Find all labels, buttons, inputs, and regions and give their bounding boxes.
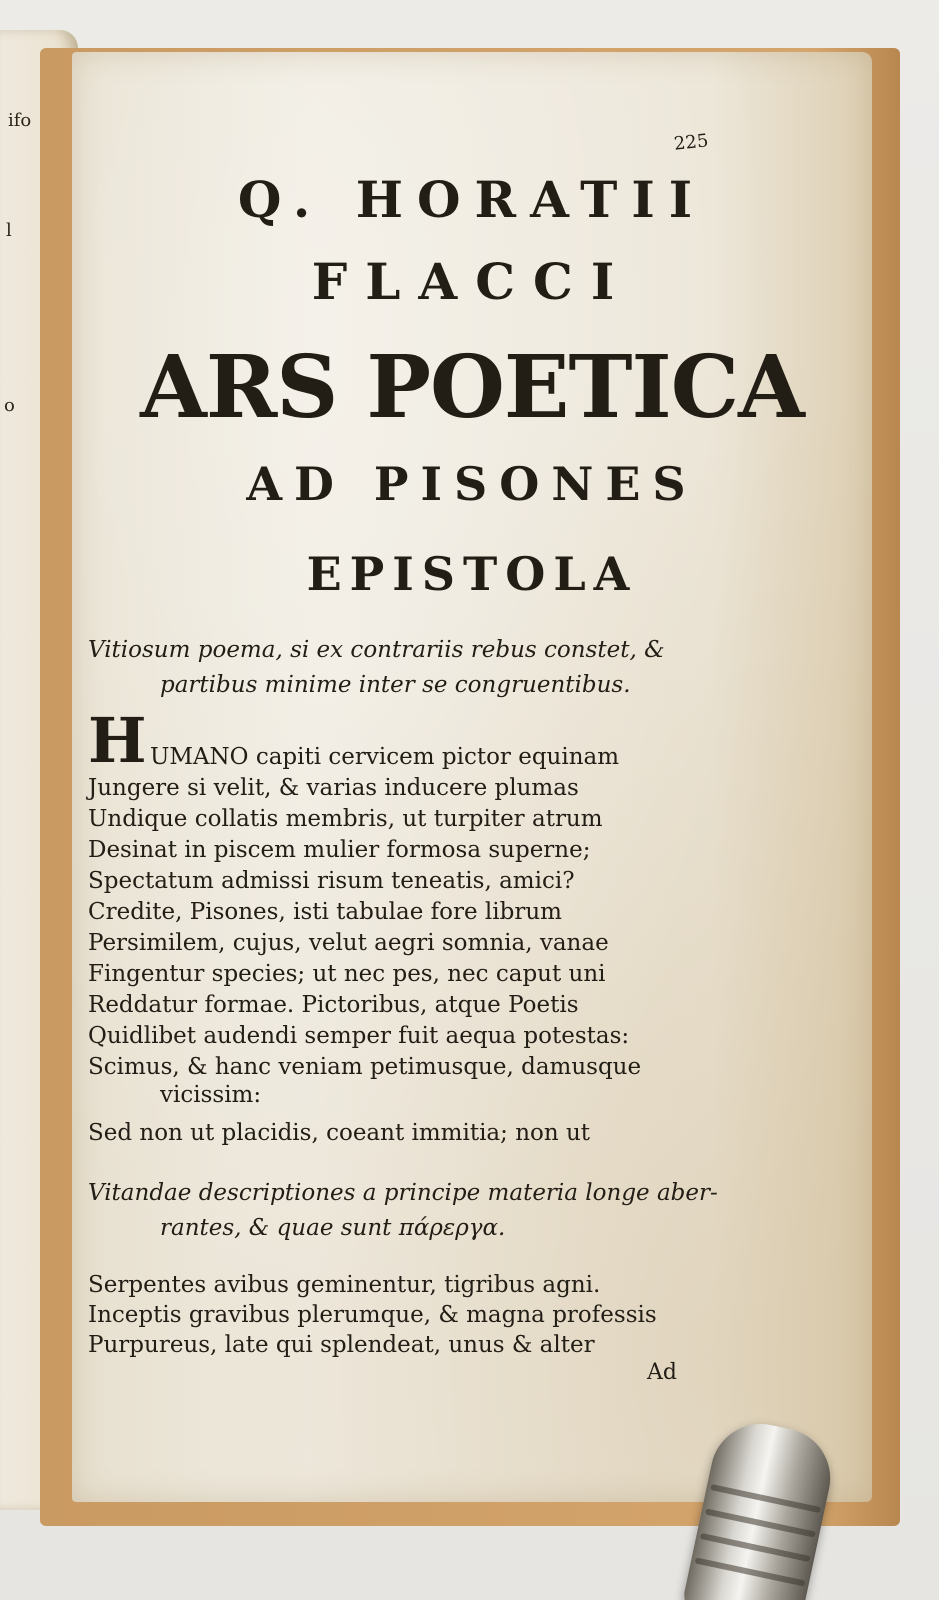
clasp-ridge (695, 1557, 806, 1586)
left-page-fragment: ifo (8, 110, 32, 131)
drop-cap: H (88, 704, 147, 777)
verse-line: Fingentur species; ut nec pes, nec caput uni (88, 961, 606, 987)
page-number: 225 (672, 130, 710, 155)
verse-line: vicissim: (160, 1082, 262, 1108)
clasp-ridge (705, 1508, 816, 1537)
verse-line: Reddatur formae. Pictoribus, atque Poetis (88, 992, 579, 1018)
left-page-fragment: o (4, 395, 15, 416)
verse-line: Undique collatis membris, ut turpiter atrum (88, 806, 603, 832)
title-dedication-line: AD PISONES (246, 457, 698, 511)
clasp-ridge (700, 1533, 811, 1562)
argument-line: partibus minime inter se congruentibus. (160, 672, 631, 698)
verse-line: Purpureus, late qui splendeat, unus & alter (88, 1332, 595, 1358)
verse-line: UMANO capiti cervicem pictor equinam (150, 744, 620, 770)
left-page-fragment: l (6, 220, 12, 241)
verse-line: Quidlibet audendi semper fuit aequa potestas: (88, 1023, 630, 1049)
verse-line: Sed non ut placidis, coeant immitia; non ut (88, 1120, 591, 1146)
argument-line: Vitiosum poema, si ex contrariis rebus constet, & (88, 637, 665, 663)
verse-line: Persimilem, cujus, velut aegri somnia, vanae (88, 930, 609, 956)
title-genre-line: EPISTOLA (306, 547, 638, 601)
catchword: Ad (647, 1360, 677, 1385)
verse-line: Serpentes avibus geminentur, tigribus agni. (88, 1272, 601, 1298)
verse-line: Scimus, & hanc veniam petimusque, damusque (88, 1054, 642, 1080)
verse-line: Inceptis gravibus plerumque, & magna professis (88, 1302, 657, 1328)
title-author-line: Q. HORATII (237, 170, 707, 229)
argument-line: Vitandae descriptiones a principe materia longe aber- (88, 1180, 718, 1206)
book-page (72, 52, 872, 1502)
title-cognomen-line: FLACCI (311, 252, 633, 311)
verse-line: Spectatum admissi risum teneatis, amici? (88, 868, 575, 894)
verse-line: Desinat in piscem mulier formosa superne; (88, 837, 591, 863)
argument-line: rantes, & quae sunt πάρεργα. (160, 1215, 506, 1241)
verse-line: Credite, Pisones, isti tabulae fore librum (88, 899, 562, 925)
title-work-line: ARS POETICA (140, 337, 804, 438)
verse-line: Jungere si velit, & varias inducere plumas (88, 775, 579, 801)
clasp-ridge (710, 1484, 821, 1513)
